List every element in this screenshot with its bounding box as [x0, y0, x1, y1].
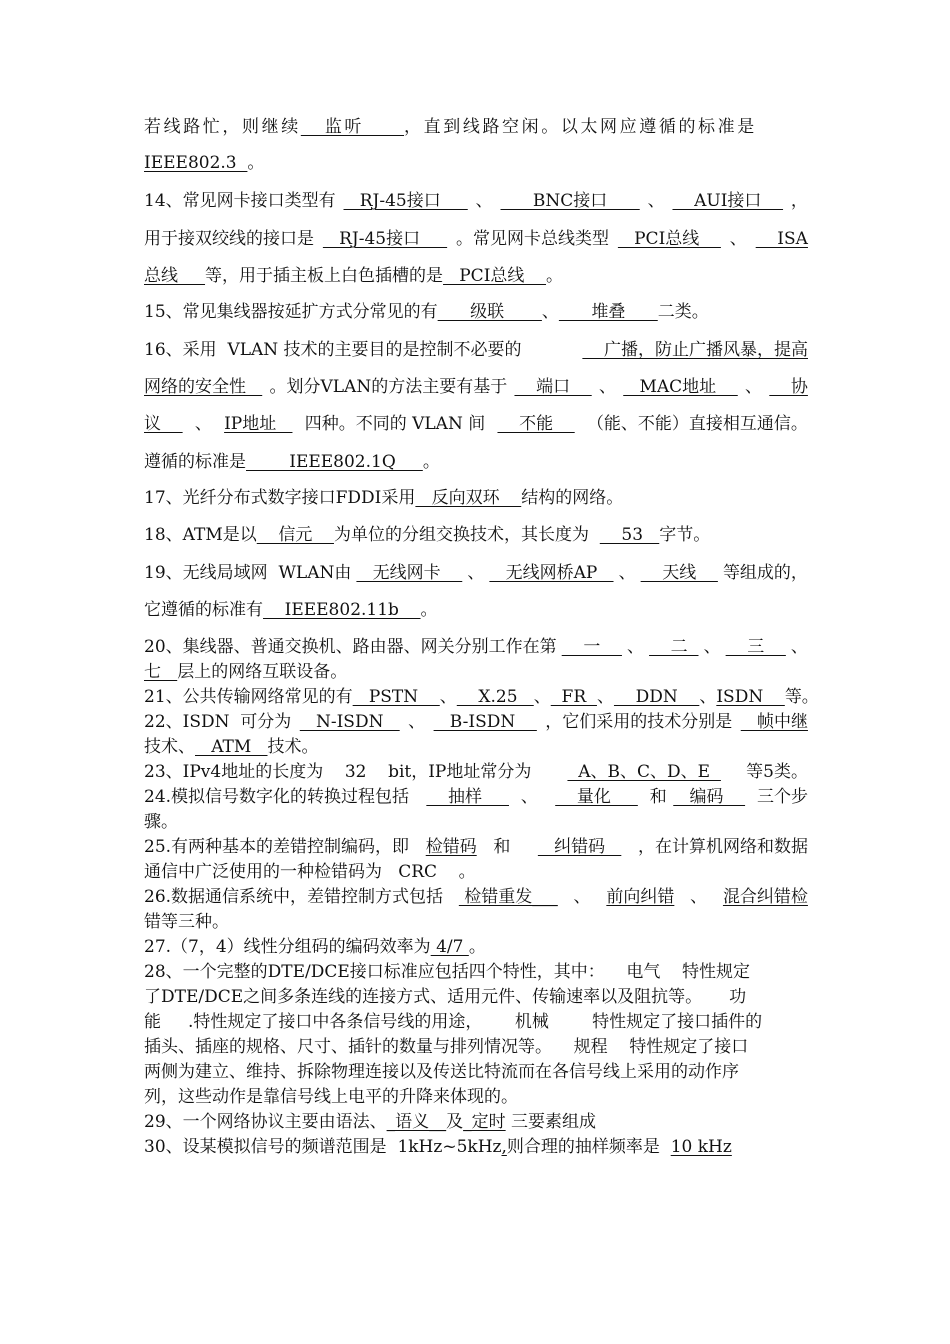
- text-segment: 三要素组成: [505, 1112, 597, 1132]
- text-line: [144, 228, 808, 250]
- text-segment: 、: [745, 377, 763, 397]
- answer-blank: 无线网卡: [356, 563, 463, 583]
- text-segment: 、: [475, 191, 493, 211]
- text-segment: 30、设某模拟信号的频谱范围是 1kHz~5kHz: [144, 1137, 502, 1157]
- text-segment: 错等三种。: [144, 912, 229, 932]
- text-segment: ，它们采用的技术分别是: [545, 712, 733, 732]
- text-segment: 26.数据通信系统中，差错控制方式包括: [144, 887, 444, 907]
- text-segment: 字节。: [659, 525, 711, 545]
- text-segment: 它遵循的标准有: [144, 600, 263, 620]
- text-line: [144, 961, 808, 983]
- text-segment: 二类。: [657, 302, 709, 322]
- text-segment: 技术。: [267, 737, 319, 757]
- text-segment: 和: [493, 837, 522, 857]
- text-segment: 24.模拟信号数字化的转换过程包括: [144, 787, 426, 807]
- answer-blank: 53: [599, 525, 660, 545]
- text-segment: 遵循的标准是: [144, 452, 246, 472]
- text-segment: 、: [703, 637, 721, 657]
- text-line: [144, 911, 808, 933]
- text-line: [144, 413, 808, 435]
- text-segment: 能 .特性规定了接口中各条信号线的用途， 机械 特性规定了接口插件的: [144, 1012, 763, 1032]
- answer-blank: 三: [725, 637, 786, 657]
- text-segment: 。: [468, 937, 486, 957]
- text-line: [144, 936, 808, 958]
- text-line: [144, 451, 808, 473]
- answer-blank: PCI总线: [443, 266, 547, 286]
- answer-blank: BNC接口: [500, 191, 640, 211]
- answer-blank: PSTN: [352, 687, 440, 707]
- text-segment: 等，用于插主板上白色插槽的是: [205, 266, 444, 286]
- answer-blank: PCI总线: [617, 229, 721, 249]
- answer-blank: 无线网桥AP: [489, 563, 614, 583]
- answer-blank: 量化: [555, 787, 638, 807]
- answer-blank: ISA: [755, 229, 808, 249]
- text-segment: 为单位的分组交换技术，其长度为: [333, 525, 600, 545]
- text-segment: 25.有两种基本的差错控制编码，即: [144, 837, 410, 857]
- answer-blank: 堆叠: [558, 302, 658, 322]
- text-line: [144, 562, 808, 584]
- text-segment: 、: [533, 687, 551, 707]
- answer-blank: 总线: [144, 266, 206, 286]
- answer-blank: FR: [550, 687, 597, 707]
- answer-blank: 七: [144, 662, 178, 682]
- text-line: [144, 886, 808, 908]
- text-segment: 。: [546, 266, 564, 286]
- text-segment: 、: [699, 687, 717, 707]
- answer-blank: 不能: [497, 414, 575, 434]
- text-segment: 、: [408, 712, 426, 732]
- text-line: [144, 339, 808, 361]
- answer-blank: B-ISDN: [433, 712, 537, 732]
- text-line: [144, 1061, 808, 1083]
- text-line: [144, 661, 808, 683]
- text-segment: 等组成的，: [722, 563, 808, 583]
- text-segment: 、: [467, 563, 485, 583]
- text-segment: 、: [541, 302, 559, 322]
- text-line: [144, 736, 808, 758]
- answer-blank: 混合纠错检: [722, 887, 808, 907]
- answer-blank: 信元: [256, 525, 334, 545]
- text-segment: 。划分VLAN的方法主要有基于: [269, 377, 508, 397]
- text-line: [144, 1111, 808, 1133]
- text-line: [144, 1086, 808, 1108]
- answer-blank: 反向双环: [415, 488, 522, 508]
- text-segment: 、: [510, 787, 555, 807]
- text-segment: 插头、插座的规格、尺寸、插针的数量与排列情况等。 规程 特性规定了接口: [144, 1037, 749, 1057]
- text-line: [144, 524, 808, 546]
- text-segment: 28、一个完整的DTE/DCE接口标准应包括四个特性，其中： 电气 特性规定: [144, 962, 751, 982]
- answer-blank: AUI接口: [672, 191, 784, 211]
- answer-blank: 帧中继: [740, 712, 808, 732]
- text-segment: 、: [647, 191, 665, 211]
- text-segment: 29、一个网络协议主要由语法、: [144, 1112, 387, 1132]
- answer-blank: 抽样: [426, 787, 509, 807]
- text-segment: 。: [422, 452, 440, 472]
- text-segment: 22、ISDN 可分为: [144, 712, 292, 732]
- text-segment: 三个步: [746, 787, 808, 807]
- text-segment: 技术、: [144, 737, 195, 757]
- text-line: [144, 686, 819, 708]
- text-segment: 。常见网卡总线类型: [456, 229, 610, 249]
- text-segment: 17、光纤分布式数字接口FDDI采用: [144, 488, 416, 508]
- text-line: [144, 376, 808, 398]
- text-segment: 等5类。: [746, 762, 808, 782]
- text-segment: 21、公共传输网络常见的有: [144, 687, 353, 707]
- text-line: [144, 786, 808, 808]
- text-segment: 、: [598, 377, 616, 397]
- answer-blank: MAC地址: [623, 377, 738, 397]
- text-line: [144, 636, 808, 658]
- text-line: [144, 152, 808, 174]
- text-line: [144, 761, 808, 783]
- text-segment: 两侧为建立、维持、拆除物理连接以及传送比特流而在各信号线上采用的动作序: [144, 1062, 739, 1082]
- text-segment: 、: [439, 687, 457, 707]
- text-segment: 18、ATM是以: [144, 525, 257, 545]
- text-segment: 14、常见网卡接口类型有: [144, 191, 336, 211]
- answer-blank: 一: [561, 637, 622, 657]
- answer-blank: A、B、C、D、E: [567, 762, 721, 782]
- answer-blank: ISDN: [716, 687, 785, 707]
- text-segment: 、: [596, 687, 614, 707]
- answer-blank: _语义__: [386, 1112, 447, 1132]
- text-segment: 23、IPv4地址的长度为 32 bit，IP地址常分为: [144, 762, 543, 782]
- answer-blank: 监听: [300, 117, 405, 137]
- text-segment: 、: [573, 887, 591, 907]
- text-line: [144, 599, 808, 621]
- text-line: [144, 861, 808, 883]
- answer-blank: 检错重发___: [458, 887, 558, 907]
- text-segment: 、: [690, 887, 708, 907]
- answer-blank: 议: [144, 414, 183, 434]
- text-segment: 19、无线局域网 WLAN由: [144, 563, 352, 583]
- text-segment: 四种。不同的 VLAN 间: [304, 414, 486, 434]
- text-segment: 。: [247, 153, 265, 173]
- text-segment: 15、常见集线器按延扩方式分常见的有: [144, 302, 438, 322]
- text-segment: 、: [194, 414, 212, 434]
- answer-blank: 广播，防止广播风暴，提高: [582, 340, 808, 360]
- text-line: [144, 190, 808, 212]
- answer-blank: _定时: [463, 1112, 506, 1132]
- answer-blank: 二: [649, 637, 699, 657]
- answer-blank: ATM: [195, 737, 268, 757]
- text-line: [144, 986, 808, 1008]
- answer-blank: IP地址: [224, 414, 293, 434]
- text-segment: 骤。: [144, 812, 178, 832]
- text-segment: 结构的网络。: [521, 488, 624, 508]
- answer-blank: 级联: [437, 302, 542, 322]
- text-segment: 、: [790, 637, 808, 657]
- answer-blank: 网络的安全性: [144, 377, 263, 397]
- text-segment: 、: [729, 229, 747, 249]
- text-line: [144, 487, 808, 509]
- answer-blank: X.25: [456, 687, 534, 707]
- text-line: [144, 836, 808, 858]
- answer-blank: IEEE802.3: [144, 153, 248, 173]
- answer-blank: IEEE802.1Q: [246, 452, 423, 472]
- text-segment: ，直到线路空闲。以太网应遵循的标准是: [404, 117, 757, 137]
- text-segment: ，在计算机网络和数据: [637, 837, 808, 857]
- text-line: [144, 711, 808, 733]
- answer-blank: 前向纠错: [606, 887, 675, 907]
- answer-blank: 协: [769, 377, 808, 397]
- text-segment: 层上的网络互联设备。: [177, 662, 348, 682]
- text-line: [144, 1136, 808, 1158]
- text-line: [144, 1036, 808, 1058]
- text-segment: 等。: [784, 687, 819, 707]
- text-segment: 则合理的抽样频率是: [506, 1137, 671, 1157]
- text-segment: 16、采用 VLAN 技术的主要目的是控制不必要的: [144, 340, 522, 360]
- text-segment: 若线路忙，则继续: [144, 117, 301, 137]
- answer-blank: 端口: [514, 377, 592, 397]
- text-segment: 。: [420, 600, 438, 620]
- text-line: [144, 116, 808, 138]
- text-segment: ，: [790, 191, 808, 211]
- text-segment: 和: [638, 787, 673, 807]
- answer-blank: 纠错码: [537, 837, 622, 857]
- text-segment: （能、不能）直接相互通信。: [586, 414, 808, 434]
- answer-blank: DDN: [613, 687, 700, 707]
- answer-blank: 检错码: [425, 837, 477, 857]
- answer-blank: ,: [501, 1137, 507, 1157]
- answer-blank: 天线: [640, 563, 718, 583]
- answer-blank: 10 kHz: [670, 1137, 732, 1157]
- text-segment: 20、集线器、普通交换机、路由器、网关分别工作在第: [144, 637, 557, 657]
- text-segment: 通信中广泛使用的一种检错码为 CRC 。: [144, 862, 476, 882]
- text-line: [144, 811, 808, 833]
- text-segment: 、: [618, 563, 636, 583]
- text-segment: 及: [446, 1112, 464, 1132]
- text-segment: 用于接双绞线的接口是: [144, 229, 314, 249]
- answer-blank: 编码: [673, 787, 746, 807]
- text-line: [144, 301, 808, 323]
- text-segment: 27.（7，4）线性分组码的编码效率为: [144, 937, 431, 957]
- text-segment: 了DTE/DCE之间多条连线的连接方式、适用元件、传输速率以及阻抗等。 功: [144, 987, 747, 1007]
- answer-blank: RJ-45接口: [322, 229, 448, 249]
- answer-blank: N-ISDN: [299, 712, 400, 732]
- answer-blank: 4/7: [430, 937, 469, 957]
- text-line: [144, 1011, 808, 1033]
- text-segment: 列，这些动作是靠信号线上电平的升降来体现的。: [144, 1087, 518, 1107]
- answer-blank: RJ-45接口: [343, 191, 468, 211]
- text-segment: 、: [627, 637, 644, 657]
- answer-blank: IEEE802.11b: [263, 600, 421, 620]
- text-line: [144, 265, 808, 287]
